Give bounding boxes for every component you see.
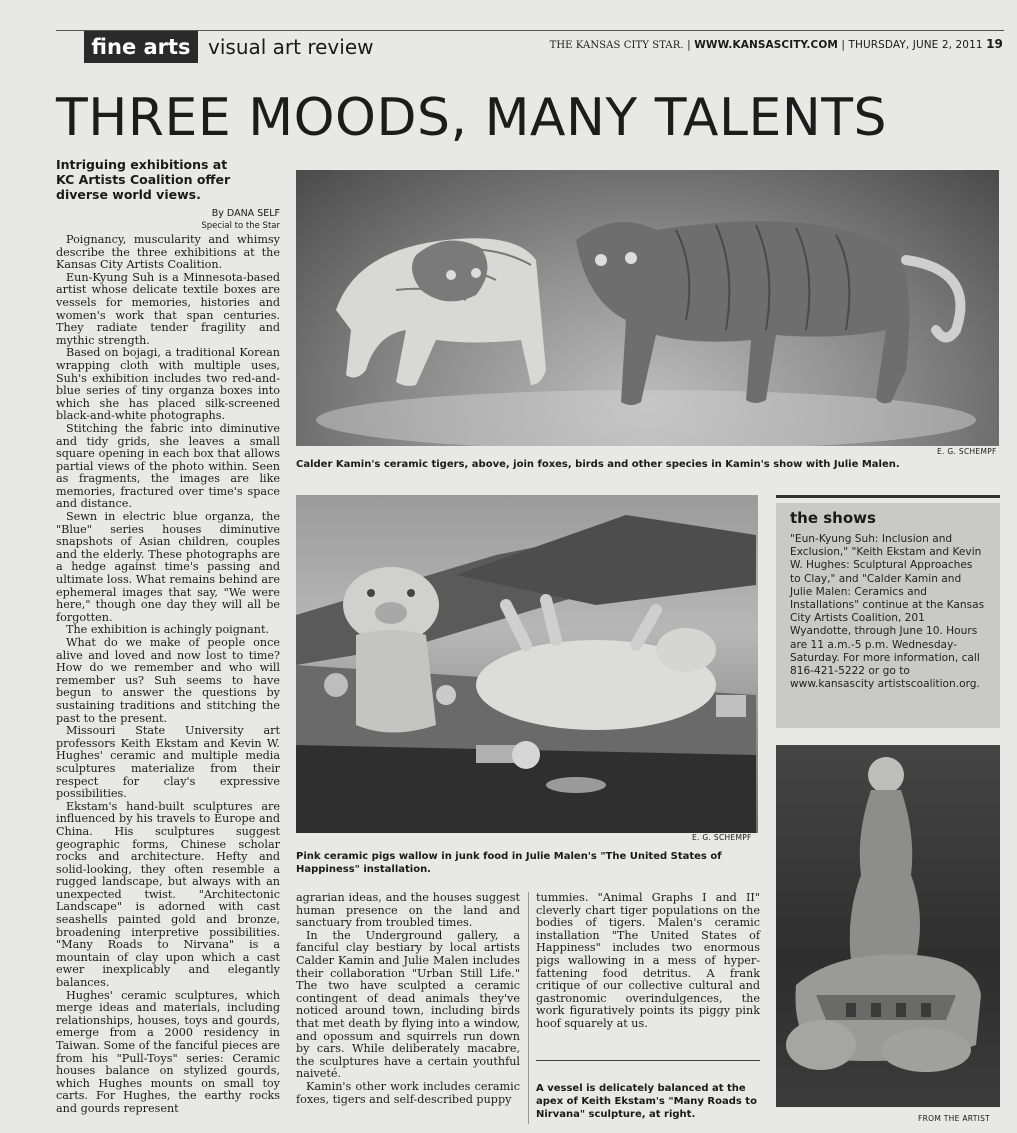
subsection-label: visual art review <box>208 35 374 59</box>
headline: THREE MOODS, MANY TALENTS <box>56 88 887 148</box>
paragraph: Hughes' ceramic sculptures, which merge ideas and materials, including relationships, houses, toys and gourds, emerge from a 2000 residency in Taiwan. Some of the fanciful pieces are from his "Pull-Toys" series: Ceramic houses balance on stylized gourds, which Hughes mounts on small toy carts. For Hughes, the earthy rocks and gourds represent <box>56 988 280 1115</box>
article-column-2 <box>296 892 520 1106</box>
photo-caption: A vessel is delicately balanced at the apex of Keith Ekstam's "Many Roads to Nirvana" sculpture, at right. <box>536 1083 757 1120</box>
paragraph: Ekstam's hand-built sculptures are influenced by his travels to Europe and China. His sculptures suggest geographic forms, Chinese scholar rocks and architecture. Hefty and solid-looking, they often resemble a rugged landscape, but always with an unexpected twist. "Architectonic Landscape" is adorned with cast seashells painted gold and bronze, broadening interpretive possibilities. "Many Roads to Nirvana" is a mountain of clay upon which a cast ewer inexplicably and elegantly balances. <box>56 799 280 990</box>
photo-credit: E. G. SCHEMPF <box>692 833 752 842</box>
photo-caption: Pink ceramic pigs wallow in junk food in Julie Malen's "The United States of Happiness" installation. <box>296 851 722 875</box>
publication-name: THE KANSAS CITY STAR. <box>549 40 684 51</box>
paragraph: Eun-Kyung Suh is a Minnesota-based artist whose delicate textile boxes are vessels for memories, histories and women's work that span centuries. They radiate tender fragility and mythic strength. <box>56 270 280 347</box>
paragraph: Missouri State University art professors Keith Ekstam and Kevin W. Hughes' ceramic and multiple media sculptures materialize from their respect for clay's expressive possibilities. <box>56 724 280 801</box>
sidebar-title: the shows <box>790 509 876 527</box>
tigers-illustration <box>296 170 999 446</box>
folio-line: THE KANSAS CITY STAR. | WWW.KANSASCITY.COM | THURSDAY, JUNE 2, 2011 19 <box>549 37 1003 51</box>
paragraph: agrarian ideas, and the houses suggest human presence on the land and sanctuary from troubled times. <box>296 891 520 930</box>
paragraph: In the Underground gallery, a fanciful clay bestiary by local artists Calder Kamin and Julie Malen includes their collaboration "Urban Still Life." The two have sculpted a ceramic contingent of dead animals they've noticed around town, including birds that met death by flying into a window, and opossum and squirrels run down by cars. While deliberately macabre, the sculptures have a certain youthful naiveté. <box>296 928 520 1081</box>
paragraph: What do we make of people once alive and loved and now lost to time? How do we remember and who will remember us? Suh seems to have begun to answer the questions by sustaining traditions and stitching the past to the present. <box>56 636 280 725</box>
byline <box>56 208 280 232</box>
vessel-illustration <box>776 745 1000 1107</box>
column-rule <box>528 892 529 1124</box>
paragraph: The exhibition is achingly poignant. <box>66 623 270 637</box>
paragraph: Based on bojagi, a traditional Korean wrapping cloth with multiple uses, Suh's exhibition includes two red-and-blue series of tiny organza boxes into which she has placed silk-screened black-and-white photographs. <box>56 346 280 423</box>
website: WWW.KANSASCITY.COM <box>694 39 838 51</box>
page-number: 19 <box>986 37 1003 51</box>
article-column-1 <box>56 234 280 1116</box>
article-column-3 <box>536 892 760 1031</box>
header-rule <box>56 30 1004 31</box>
caption-rule <box>536 1060 760 1061</box>
paragraph: Poignancy, muscularity and whimsy describe the three exhibitions at the Kansas City Artists Coalition. <box>56 233 280 272</box>
pigs-illustration <box>296 495 758 833</box>
paragraph: Sewn in electric blue organza, the "Blue" series houses diminutive snapshots of Asian children, couples and the elderly. These photographs are a hedge against time's passing and ultimate loss. What remains behind are ephemeral images that say, "We were here," though one day they will all be forgotten. <box>56 510 280 624</box>
issue-date: THURSDAY, JUNE 2, 2011 <box>848 39 983 51</box>
deck: Intriguing exhibitions at KC Artists Coalition offer diverse world views. <box>56 157 231 202</box>
sidebar-rule <box>776 495 1000 498</box>
the-shows-box <box>776 503 1000 728</box>
photo-credit: FROM THE ARTIST <box>918 1114 991 1123</box>
paragraph: Stitching the fabric into diminutive and tidy grids, she leaves a small square opening in each box that allows partial views of the photo within. Seen as fragments, the images are like memories, fractured over time's space and distance. <box>56 421 280 511</box>
section-label: fine arts <box>84 31 198 63</box>
byline-author: By DANA SELF <box>211 208 280 219</box>
vessel-photo <box>776 745 1000 1107</box>
tigers-photo <box>296 170 999 446</box>
paragraph: Kamin's other work includes ceramic foxes, tigers and self-described puppy <box>296 1079 520 1106</box>
byline-role: Special to the Star <box>201 221 280 231</box>
pigs-photo <box>296 495 758 833</box>
photo-caption: Calder Kamin's ceramic tigers, above, join foxes, birds and other species in Kamin's show with Julie Malen. <box>296 459 900 470</box>
paragraph: tummies. "Animal Graphs I and II" cleverly chart tiger populations on the bodies of tigers. Malen's ceramic installation "The United States of Happiness" includes two enormous pigs wallowing in a mess of hyper-fattening food detritus. A frank critique of our collective cultural and gastronomic overindulgences, the work figuratively points its piggy pink hoof squarely at us. <box>536 891 760 1030</box>
photo-credit: E. G. SCHEMPF <box>937 447 997 456</box>
sidebar-text: "Eun-Kyung Suh: Inclusion and Exclusion," "Keith Ekstam and Kevin W. Hughes: Sculptural Approaches to Clay," and "Calder Kamin and Julie Malen: Ceramics and Installations" continue at the Kansas City Artists Coalition, 201 Wyandotte, through June 10. Hours are 11 a.m.-5 p.m. Wednesday-Saturday. For more information, call 816-421-5222 or go to www.kansascity artistscoalition.org. <box>790 533 985 691</box>
